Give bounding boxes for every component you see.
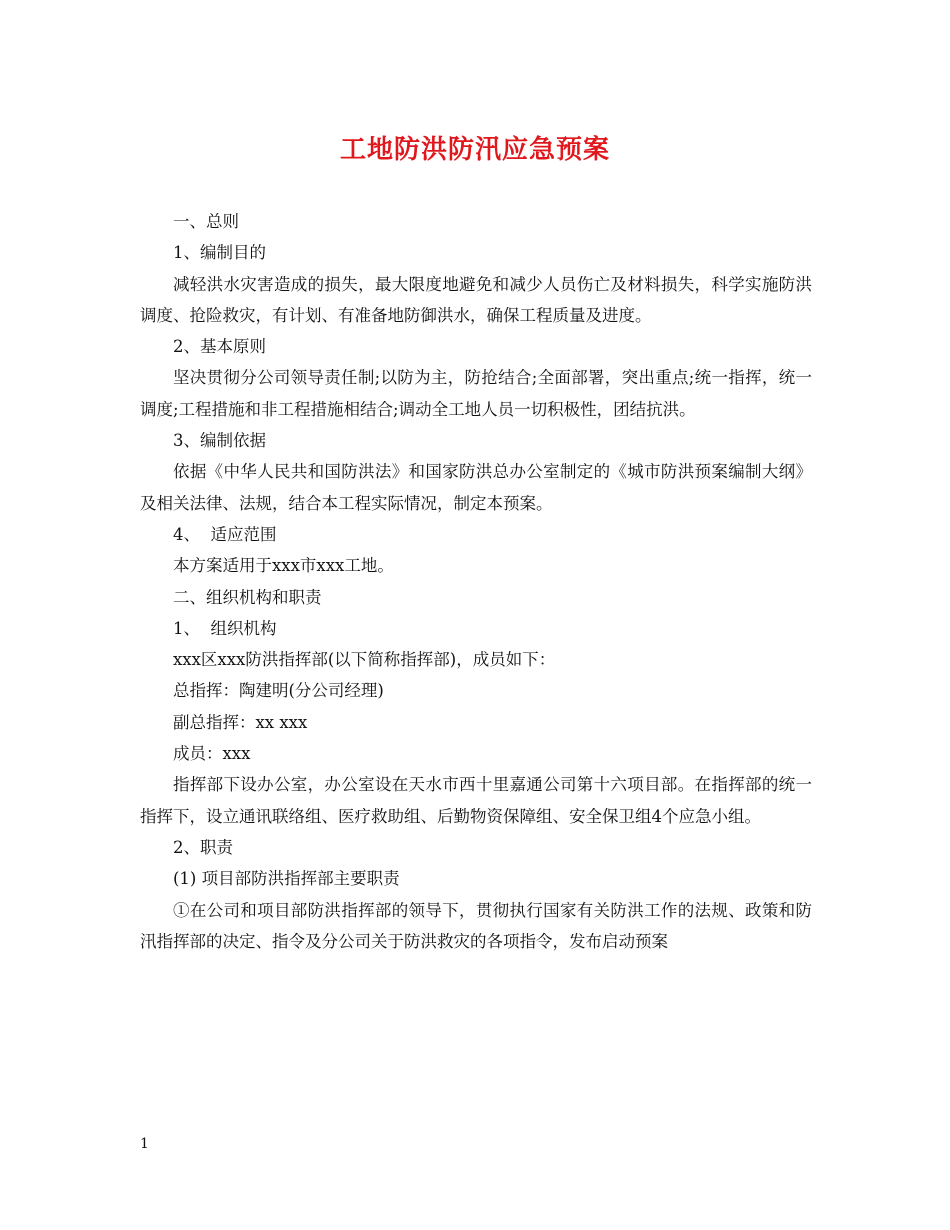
subsection-heading: 2、基本原则 — [173, 337, 266, 357]
body-paragraph: 坚决贯彻分公司领导责任制;以防为主，防抢结合;全面部署，突出重点;统一指挥，统一调度;工程措施和非工程措施相结合;调动全工地人员一切积极性，团结抗洪。 — [140, 368, 812, 419]
subsection-heading: 4、 适应范围 — [173, 524, 277, 544]
body-paragraph: 副总指挥：xx xxx — [173, 712, 308, 732]
section-heading: 一、总则 — [173, 212, 239, 231]
subsection-heading: (1) 项目部防洪指挥部主要职责 — [173, 869, 400, 889]
section-heading: 二、组织机构和职责 — [173, 587, 322, 607]
subsection-heading: 2、职责 — [173, 837, 233, 857]
body-paragraph: 本方案适用于xxx市xxx工地。 — [173, 556, 394, 576]
document-body — [140, 206, 812, 957]
body-paragraph: 总指挥：陶建明(分公司经理) — [173, 681, 384, 701]
body-paragraph: ①在公司和项目部防洪指挥部的领导下，贯彻执行国家有关防洪工作的法规、政策和防汛指挥部的决定、指令及分公司关于防洪救灾的各项指令，发布启动预案 — [140, 900, 812, 951]
document-title: 工地防洪防汛应急预案 — [339, 135, 610, 165]
body-paragraph: 依据《中华人民共和国防洪法》和国家防洪总办公室制定的《城市防洪预案编制大纲》及相关法律、法规，结合本工程实际情况，制定本预案。 — [140, 462, 812, 513]
page-number: 1 — [140, 1136, 149, 1152]
subsection-heading: 1、 组织机构 — [173, 618, 277, 638]
body-paragraph: 成员：xxx — [173, 744, 251, 764]
body-paragraph: 减轻洪水灾害造成的损失，最大限度地避免和减少人员伤亡及材料损失，科学实施防洪调度、抢险救灾，有计划、有准备地防御洪水，确保工程质量及进度。 — [140, 274, 812, 325]
subsection-heading: 3、编制依据 — [173, 431, 266, 451]
body-paragraph: 指挥部下设办公室，办公室设在天水市西十里嘉通公司第十六项目部。在指挥部的统一指挥下，设立通讯联络组、医疗救助组、后勤物资保障组、安全保卫组4个应急小组。 — [140, 775, 812, 826]
subsection-heading: 1、编制目的 — [173, 243, 266, 263]
body-paragraph: xxx区xxx防洪指挥部(以下简称指挥部)，成员如下： — [173, 650, 556, 670]
